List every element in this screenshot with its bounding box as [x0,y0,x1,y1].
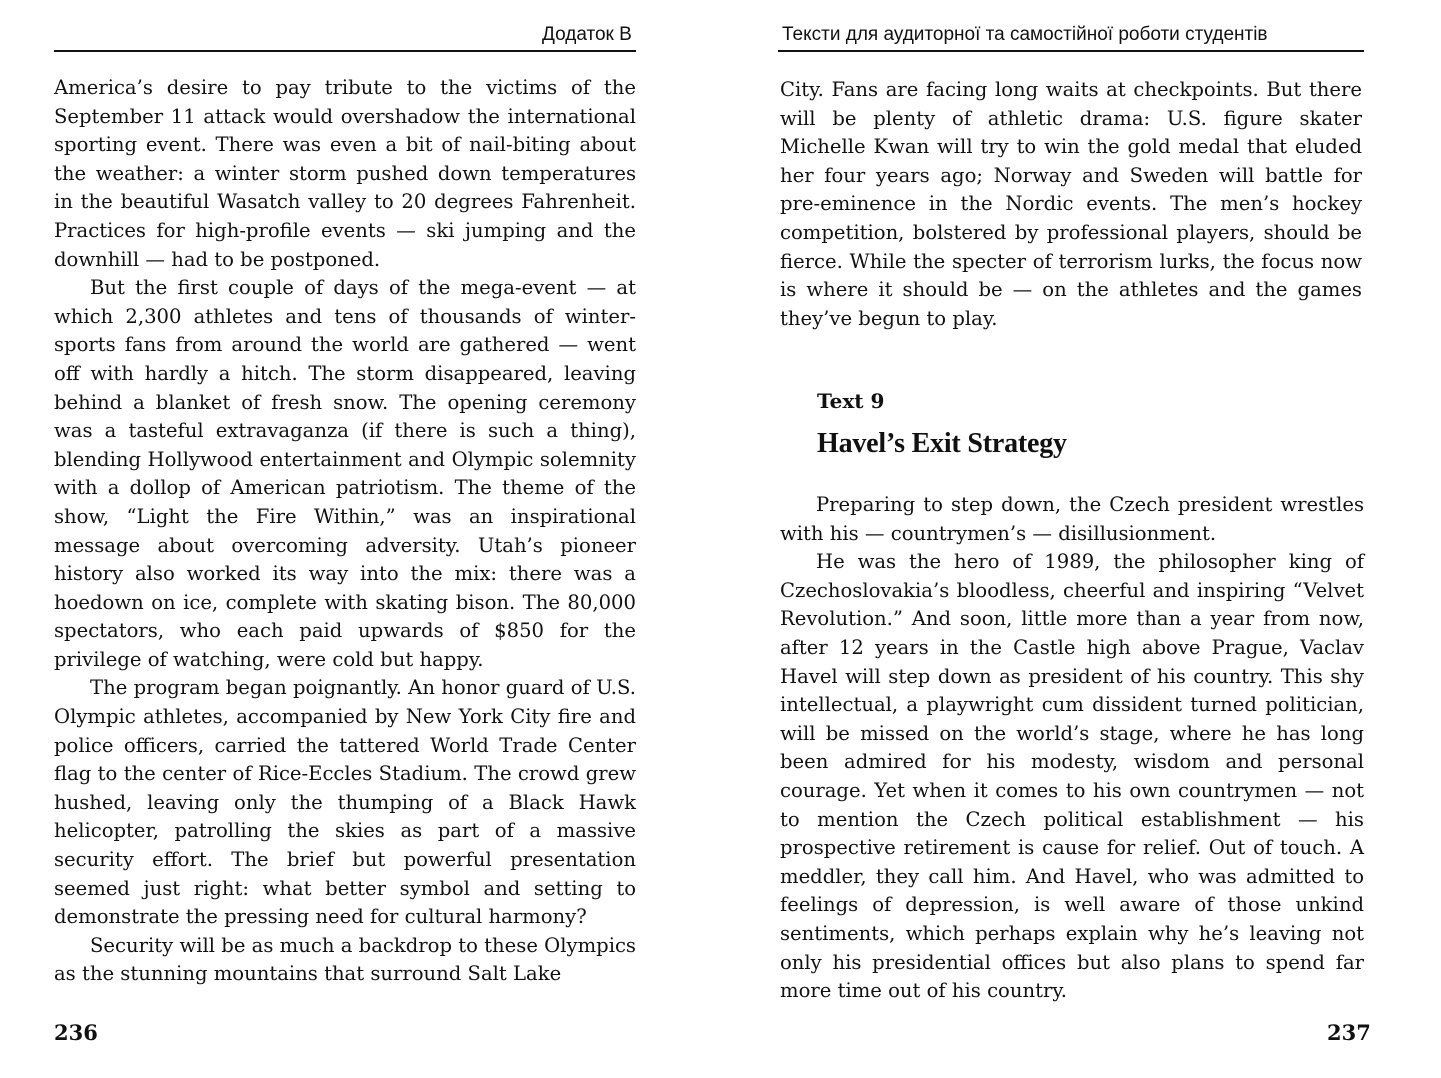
paragraph: Preparing to step down, the Czech president wrestles with his — countrymen’s — disillusionment. [780,493,1364,545]
left-body-text [54,74,636,989]
page-number-left: 236 [54,1020,98,1045]
article-body-text [780,491,1364,1006]
header-rule-right [778,50,1364,52]
paragraph: But the first couple of days of the mega-event — at which 2,300 athletes and tens of thousands of winter-sports fans from around the world are gathered — went off with hardly a hitch. The storm disappeared, leaving behind a blanket of fresh snow. The opening ceremony was a tasteful extravaganza (if there is such a thing), blending Hollywood entertainment and Olympic solemnity with a dollop of American patriotism. The theme of the show, “Light the Fire Within,” was an inspirational message about overcoming adversity. Utah’s pioneer history also worked its way into the mix: there was a hoedown on ice, complete with skating bison. The 80,000 spectators, who each paid upwards of $850 for the privilege of watching, were cold but happy. [54,276,636,671]
header-rule-left [54,50,636,52]
paragraph: City. Fans are facing long waits at checkpoints. But there will be plenty of athletic drama: U.S. figure skater Michelle Kwan will try to win the gold medal that eluded her four years ago; Norway and Sweden will battle for pre-eminence in the Nordic events. The men’s hockey competition, bolstered by professional players, should be fierce. While the specter of terrorism lurks, the focus now is where it should be — on the athletes and the games they’ve begun to play. [780,78,1362,330]
left-page [0,0,720,1078]
text-number-label: Text 9 [817,389,885,413]
paragraph: Security will be as much a backdrop to these Olympics as the stunning mountains that surround Salt Lake [54,933,636,986]
page-number-right: 237 [1327,1020,1371,1045]
right-page [720,0,1441,1078]
paragraph: He was the hero of 1989, the philosopher king of Czechoslovakia’s bloodless, cheerful and inspiring “Velvet Revolution.” And soon, little more than a year from now, after 12 years in the Castle high above Prague, Vaclav Havel will step down as president of his country. This shy intellectual, a playwright cum dissident turned politician, will be missed on the world’s stage, where he has long been admired for his modesty, wisdom and personal courage. Yet when it comes to his own countrymen — not to mention the Czech political establishment — his prospective retirement is cause for relief. Out of touch. A meddler, they call him. And Havel, who was admitted to feelings of depression, is well aware of those unkind sentiments, which perhaps explain why he’s leaving not only his presidential offices but also plans to spend far more time out of his country. [780,550,1364,1003]
continuation-text [780,76,1362,333]
running-head-left: Додаток В [542,24,632,45]
paragraph: America’s desire to pay tribute to the victims of the September 11 attack would overshadow the international sporting event. There was even a bit of nail-biting about the weather: a winter storm pushed down temperatures in the beautiful Wasatch valley to 20 degrees Fahrenheit. Practices for high-profile events — ski jumping and the downhill — had to be postponed. [54,76,636,271]
running-head-right: Тексти для аудиторної та самостійної роботи студентів [782,24,1268,45]
article-title: Havel’s Exit Strategy [817,428,1067,459]
paragraph: The program began poignantly. An honor guard of U.S. Olympic athletes, accompanied by New York City fire and police officers, carried the tattered World Trade Center flag to the center of Rice-Eccles Stadium. The crowd grew hushed, leaving only the thumping of a Black Hawk helicopter, patrolling the skies as part of a massive security effort. The brief but powerful presentation seemed just right: what better symbol and setting to demonstrate the pressing need for cultural harmony? [54,676,636,929]
